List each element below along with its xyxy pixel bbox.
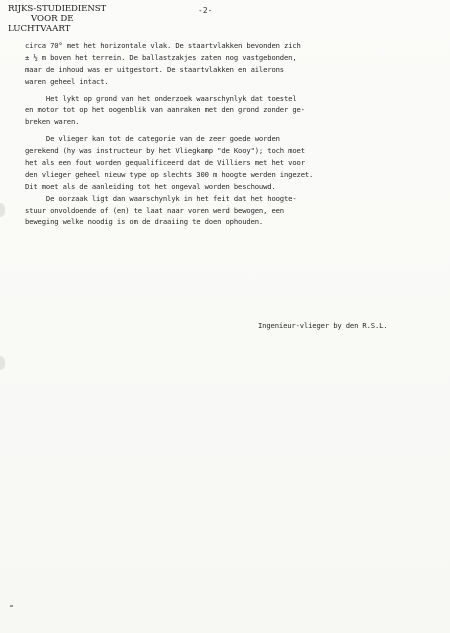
text-line: waren geheel intact.	[25, 76, 109, 86]
body-text	[25, 40, 445, 228]
text-line: beweging welke noodig is om de draaiing te doen ophouden.	[25, 217, 264, 227]
text-line: De vlieger kan tot de categorie van de zeer goede worden	[25, 134, 280, 144]
signature-line: Ingenieur-vlieger by den R.S.L.	[258, 321, 388, 330]
letterhead-line-1: RIJKS-STUDIEDIENST	[8, 4, 107, 14]
page-number: -2-	[198, 6, 213, 15]
text-line: maar de inhoud was er uitgestort. De staartvlakken en ailerons	[25, 64, 284, 74]
letterhead	[8, 4, 128, 34]
punch-hole	[0, 203, 5, 217]
punch-hole	[0, 356, 5, 370]
text-line: De oorzaak ligt dan waarschynlyk in het feit dat het hoogte-	[25, 193, 297, 203]
text-line: den vlieger geheel nieuw type op slechts 300 m hoogte werden ingezet.	[25, 169, 314, 179]
text-line: Dit moet als de aanleiding tot het ongeval worden beschouwd.	[25, 181, 276, 191]
letterhead-line-2: VOOR DE	[31, 14, 74, 24]
text-line: circa 70° met het horizontale vlak. De staartvlakken bevonden zich	[25, 41, 301, 50]
text-line: breken waren.	[25, 117, 80, 127]
text-line: en motor tot op het oogenblik van aanraken met den grond zonder ge-	[25, 105, 305, 115]
text-line: ± ½ m boven het terrein. De ballastzakjes zaten nog vastgebonden,	[25, 52, 297, 62]
text-line: het als een fout worden gequalificeerd dat de Villiers met het voor	[25, 158, 305, 168]
text-line: stuur onvoldoende of (en) te laat naar voren werd bewogen, een	[25, 205, 284, 215]
paper-speck	[10, 605, 13, 607]
letterhead-line-3: LUCHTVAART	[8, 24, 71, 34]
text-line: gerekend (hy was instructeur by het Vliegkamp "de Kooy"); toch moet	[25, 146, 305, 156]
text-line: Het lykt op grond van het onderzoek waarschynlyk dat toestel	[25, 93, 297, 103]
